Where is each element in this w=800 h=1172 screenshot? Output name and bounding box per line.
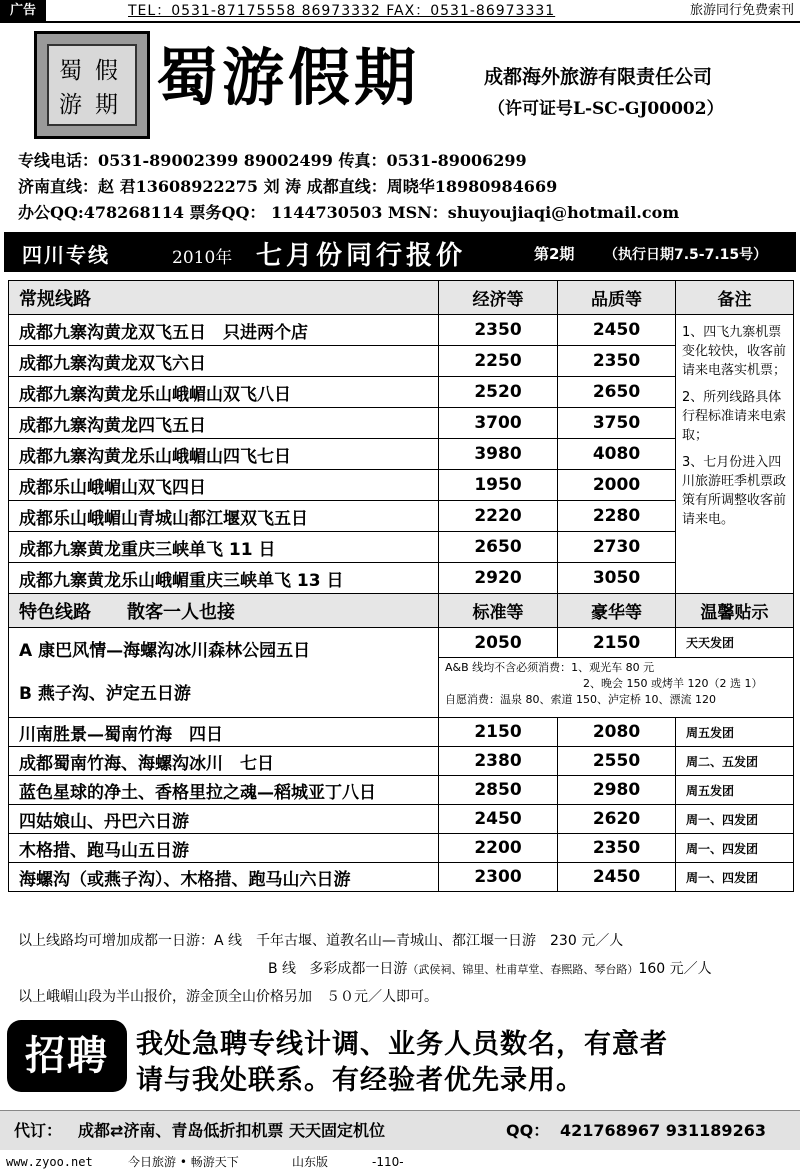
band-period: （执行日期7.5-7.15号） xyxy=(604,247,768,263)
route-cell: 四姑娘山、丹巴六日游 xyxy=(9,805,439,834)
logo-char: 假 xyxy=(95,58,118,84)
notes-cell xyxy=(676,315,794,594)
footnote-line: 以上线路均可增加成都一日游：A 线 千年古堰、道教名山—青城山、都江堰一日游 230 元／人 xyxy=(18,933,624,949)
title-band xyxy=(4,232,796,272)
note-item: 2、所列线路具体行程标准请来电索取； xyxy=(682,390,787,443)
standard-price: 2200 xyxy=(439,834,558,863)
price-table xyxy=(8,280,794,892)
table-row xyxy=(9,834,794,863)
table-row xyxy=(9,805,794,834)
notes-header: 备注 xyxy=(676,281,794,315)
table-row xyxy=(9,747,794,776)
route-cell: 成都九寨黄龙重庆三峡单飞 11 日 xyxy=(9,532,439,563)
departure-cell: 周五发团 xyxy=(676,718,794,747)
economy-price: 2350 xyxy=(439,315,558,346)
logo-char: 游 xyxy=(59,92,82,118)
ab-note-line: 2、晚会 150 或烤羊 120（2 选 1） xyxy=(583,677,763,690)
license-number: （许可证号L-SC-GJ00002） xyxy=(488,99,724,119)
ticket-text: 成都⇄济南、青岛低折扣机票 天天固定机位 xyxy=(78,1121,385,1140)
economy-price: 2520 xyxy=(439,377,558,408)
economy-price: 2650 xyxy=(439,532,558,563)
standard-price: 2300 xyxy=(439,863,558,892)
regular-header-row xyxy=(9,281,794,315)
logo-char: 蜀 xyxy=(59,58,82,84)
hiring-line: 请与我处联系。有经验者优先录用。 xyxy=(136,1065,584,1096)
table-row xyxy=(9,718,794,747)
route-cell: 成都乐山峨嵋山双飞四日 xyxy=(9,470,439,501)
standard-price: 2380 xyxy=(439,747,558,776)
departure-cell: 周一、四发团 xyxy=(676,805,794,834)
route-cell: 海螺沟（或燕子沟）、木格措、跑马山六日游 xyxy=(9,863,439,892)
quality-price: 2000 xyxy=(558,470,676,501)
qq-numbers: 421768967 931189263 xyxy=(560,1121,766,1140)
quality-price: 3750 xyxy=(558,408,676,439)
ticket-bar xyxy=(0,1110,800,1150)
footer-slogan: 今日旅游 • 畅游天下 xyxy=(128,1155,239,1169)
ab-consumption-note xyxy=(439,658,794,718)
deluxe-price: 2080 xyxy=(558,718,676,747)
quality-header: 品质等 xyxy=(558,281,676,315)
standard-price: 2450 xyxy=(439,805,558,834)
band-year: 2010年 xyxy=(172,248,233,268)
footnote-b-main: 多彩成都一日游 xyxy=(309,961,408,977)
route-a: A 康巴风情—海螺沟冰川森林公园五日 xyxy=(19,641,311,661)
band-title: 七月份同行报价 xyxy=(256,241,467,271)
band-issue: 第2期 xyxy=(534,245,575,263)
economy-price: 2220 xyxy=(439,501,558,532)
note-item: 1、四飞九寨机票变化较快，收客前请来电落实机票； xyxy=(682,325,787,378)
route-name: 四川专线 xyxy=(22,243,110,267)
deluxe-price: 2150 xyxy=(558,628,676,658)
table-row xyxy=(9,315,794,346)
ab-note-line: 自愿消费：温泉 80、索道 150、泸定桥 10、漂流 120 xyxy=(445,693,716,706)
footer-edition: 山东版 xyxy=(292,1155,329,1169)
economy-price: 2250 xyxy=(439,346,558,377)
footnote-line: 以上峨嵋山段为半山报价，游金顶全山价格另加 ５０元／人即可。 xyxy=(18,989,438,1005)
footnote-line-b xyxy=(268,958,712,978)
company-name: 成都海外旅游有限责任公司 xyxy=(484,66,713,88)
route-cell: 成都乐山峨嵋山青城山都江堰双飞五日 xyxy=(9,501,439,532)
deluxe-price: 2620 xyxy=(558,805,676,834)
page-number: -110- xyxy=(372,1155,404,1169)
economy-price: 3980 xyxy=(439,439,558,470)
ticket-label: 代订： xyxy=(14,1121,63,1140)
standard-price: 2150 xyxy=(439,718,558,747)
departure-cell: 周一、四发团 xyxy=(676,863,794,892)
table-row xyxy=(9,863,794,892)
page-footer xyxy=(0,1152,800,1172)
deluxe-price: 2450 xyxy=(558,863,676,892)
standard-header: 标准等 xyxy=(439,594,558,628)
note-item: 3、七月份进入四川旅游旺季机票政策有所调整收客前请来电。 xyxy=(682,455,787,527)
footnote-b-label: B 线 xyxy=(268,961,297,977)
departure-cell: 天天发团 xyxy=(676,628,794,658)
route-b: B 燕子沟、泸定五日游 xyxy=(19,684,191,704)
departure-cell: 周一、四发团 xyxy=(676,834,794,863)
qq-label: QQ： xyxy=(506,1121,550,1140)
route-cell: 蓝色星球的净土、香格里拉之魂—稻城亚丁八日 xyxy=(9,776,439,805)
economy-header: 经济等 xyxy=(439,281,558,315)
logo xyxy=(34,31,150,139)
deluxe-price: 2350 xyxy=(558,834,676,863)
special-header-row xyxy=(9,594,794,628)
tips-header: 温馨贴示 xyxy=(676,594,794,628)
deluxe-price: 2980 xyxy=(558,776,676,805)
route-cell: 成都九寨黄龙乐山峨嵋重庆三峡单飞 13 日 xyxy=(9,563,439,594)
route-cell: 成都九寨沟黄龙四飞五日 xyxy=(9,408,439,439)
hiring-line: 我处急聘专线计调、业务人员数名，有意者 xyxy=(136,1029,668,1060)
route-cell: 川南胜景—蜀南竹海 四日 xyxy=(9,718,439,747)
route-cell-ab xyxy=(9,628,439,718)
table-row xyxy=(9,776,794,805)
departure-cell: 周二、五发团 xyxy=(676,747,794,776)
ab-note-line: A&B 线均不含必须消费：1、观光车 80 元 xyxy=(445,661,655,674)
contact-qq-line: 办公QQ:478268114 票务QQ： 1144730503 MSN：shuyoujiaqi@hotmail.com xyxy=(18,203,680,222)
publication-tag: 旅游同行免费索刊 xyxy=(689,3,794,18)
logo-plate xyxy=(47,44,137,126)
quality-price: 2280 xyxy=(558,501,676,532)
quality-price: 2350 xyxy=(558,346,676,377)
footnote-b-price: 160 元／人 xyxy=(638,961,712,977)
route-cell: 木格措、跑马山五日游 xyxy=(9,834,439,863)
quality-price: 3050 xyxy=(558,563,676,594)
quality-price: 2450 xyxy=(558,315,676,346)
route-cell: 成都九寨沟黄龙乐山峨嵋山双飞八日 xyxy=(9,377,439,408)
table-row xyxy=(9,628,794,658)
economy-price: 1950 xyxy=(439,470,558,501)
tel-fax-line: TEL：0531-87175558 86973332 FAX：0531-86973331 xyxy=(128,3,556,19)
contact-phone-line: 专线电话：0531-89002399 89002499 传真：0531-89006299 xyxy=(18,151,527,170)
route-cell: 成都九寨沟黄龙双飞六日 xyxy=(9,346,439,377)
ad-tag: 广告 xyxy=(0,0,46,22)
footnote-b-detail: （武侯祠、锦里、杜甫草堂、春熙路、琴台路） xyxy=(407,963,639,976)
economy-price: 3700 xyxy=(439,408,558,439)
quality-price: 4080 xyxy=(558,439,676,470)
quality-price: 2730 xyxy=(558,532,676,563)
contact-direct-line: 济南直线：赵 君13608922275 刘 涛 成都直线：周晓华18980984669 xyxy=(18,177,558,196)
route-cell: 成都九寨沟黄龙双飞五日 只进两个店 xyxy=(9,315,439,346)
departure-cell: 周五发团 xyxy=(676,776,794,805)
route-cell: 成都九寨沟黄龙乐山峨嵋山四飞七日 xyxy=(9,439,439,470)
footer-site: www.zyoo.net xyxy=(6,1155,93,1169)
regular-route-header: 常规线路 xyxy=(9,281,439,315)
top-rule xyxy=(0,21,800,23)
deluxe-header: 豪华等 xyxy=(558,594,676,628)
standard-price: 2050 xyxy=(439,628,558,658)
deluxe-price: 2550 xyxy=(558,747,676,776)
quality-price: 2650 xyxy=(558,377,676,408)
logo-char: 期 xyxy=(95,92,118,118)
economy-price: 2920 xyxy=(439,563,558,594)
route-cell: 成都蜀南竹海、海螺沟冰川 七日 xyxy=(9,747,439,776)
standard-price: 2850 xyxy=(439,776,558,805)
hiring-badge: 招聘 xyxy=(7,1020,127,1092)
special-route-header: 特色线路 散客一人也接 xyxy=(9,594,439,628)
brand-title: 蜀游假期 xyxy=(156,41,421,114)
